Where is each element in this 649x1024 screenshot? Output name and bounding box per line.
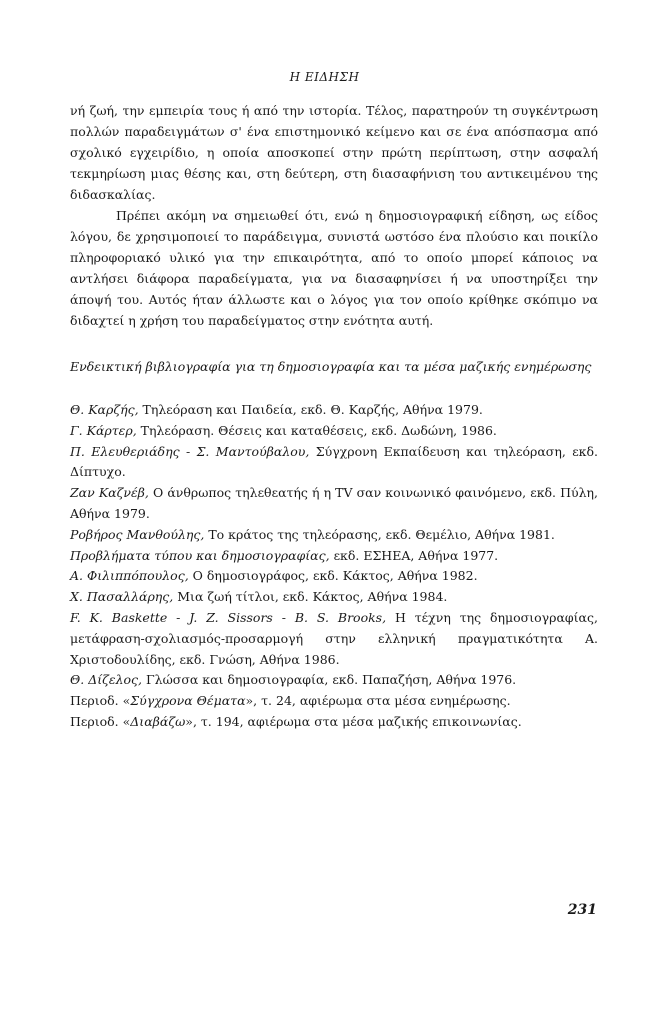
bibliography-entry: Ροβήρος Μανθούλης, Το κράτος της τηλεόρασης, εκδ. Θεμέλιο, Αθήνα 1981. [70, 526, 555, 542]
bibliography-heading: Ενδεικτική βιβλιογραφία για τη δημοσιογραφία και τα μέσα μαζικής ενημέρωσης [70, 359, 592, 374]
bibliography-entry: Θ. Δίζελος, Γλώσσα και δημοσιογραφία, εκδ. Παπαζήση, Αθήνα 1976. [70, 672, 517, 688]
bibliography-entry: Περιοδ. «Διαβάζω», τ. 194, αφιέρωμα στα μέσα μαζικής επικοινωνίας. [70, 713, 522, 729]
bibliography-entry: F. K. Baskette - J. Z. Sissors - B. S. Brooks, Η τέχνη της δημοσιογραφίας, μετάφραση-σχολιασμός-προσαρμογή στην ελληνική πραγματικότητα Α. Χριστοδουλίδης, εκδ. Γνώση, Αθήνα 1986. [70, 609, 598, 667]
running-head: Η ΕΙΔΗΣΗ [289, 70, 360, 84]
bibliography-entry: Προβλήματα τύπου και δημοσιογραφίας, εκδ. ΕΣΗΕΑ, Αθήνα 1977. [70, 547, 499, 563]
bibliography-entry: Α. Φιλιππόπουλος, Ο δημοσιογράφος, εκδ. Κάκτος, Αθήνα 1982. [70, 568, 478, 584]
bibliography-entry: Χ. Πασαλλάρης, Μια ζωή τίτλοι, εκδ. Κάκτος, Αθήνα 1984. [70, 589, 448, 605]
bibliography-entry: Π. Ελευθεριάδης - Σ. Μαντούβαλου, Σύγχρονη Εκπαίδευση και τηλεόραση, εκδ. Δίπτυχο. [70, 443, 598, 480]
paragraph-example-note: Πρέπει ακόμη να σημειωθεί ότι, ενώ η δημοσιογραφική είδηση, ως είδος λόγου, δε χρησιμοποιεί το παράδειγμα, συνιστά ωστόσο ένα πλούσιο και ποικίλο πληροφοριακό υλικό για την επικαιρότητα, από το οποίο μπορεί κάποιος να αντλήσει διάφορα παραδείγματα, για να διασαφηνίσει ή να υποστηρίξει την άποψή του. Αυτός ήταν άλλωστε και ο λόγος για τον οποίο κρίθηκε σκόπιμο να διδαχτεί η χρήση του παραδείγματος στην ενότητα αυτή. [70, 208, 598, 328]
bibliography-entry: Θ. Καρζής, Τηλεόραση και Παιδεία, εκδ. Θ. Καρζής, Αθήνα 1979. [70, 402, 483, 417]
bibliography-entry: Ζαν Καζνέβ, Ο άνθρωπος τηλεθεατής ή η TV σαν κοινωνικό φαινόμενο, εκδ. Πύλη, Αθήνα 1979. [70, 485, 599, 521]
bibliography-entry: Περιοδ. «Σύγχρονα Θέματα», τ. 24, αφιέρωμα στα μέσα ενημέρωσης. [70, 693, 511, 709]
page-number: 231 [567, 902, 597, 918]
body-text [70, 100, 598, 331]
bibliography-list [70, 400, 598, 733]
bibliography-entry: Γ. Κάρτερ, Τηλεόραση. Θέσεις και καταθέσεις, εκδ. Δωδώνη, 1986. [70, 422, 497, 438]
paragraph-continuation: νή ζωή, την εμπειρία τους ή από την ιστορία. Τέλος, παρατηρούν τη συγκέντρωση πολλών παραδειγμάτων σ' ένα επιστημονικό κείμενο και σε ένα απόσπασμα από σχολικό εγχειρίδιο, η οποία αποσκοπεί στην πρώτη περίπτωση, στην ασφαλή τεκμηρίωση μιας θέσης και, στη δεύτερη, στη διασαφήνιση του αντικειμένου της διδασκαλίας. [70, 103, 598, 202]
